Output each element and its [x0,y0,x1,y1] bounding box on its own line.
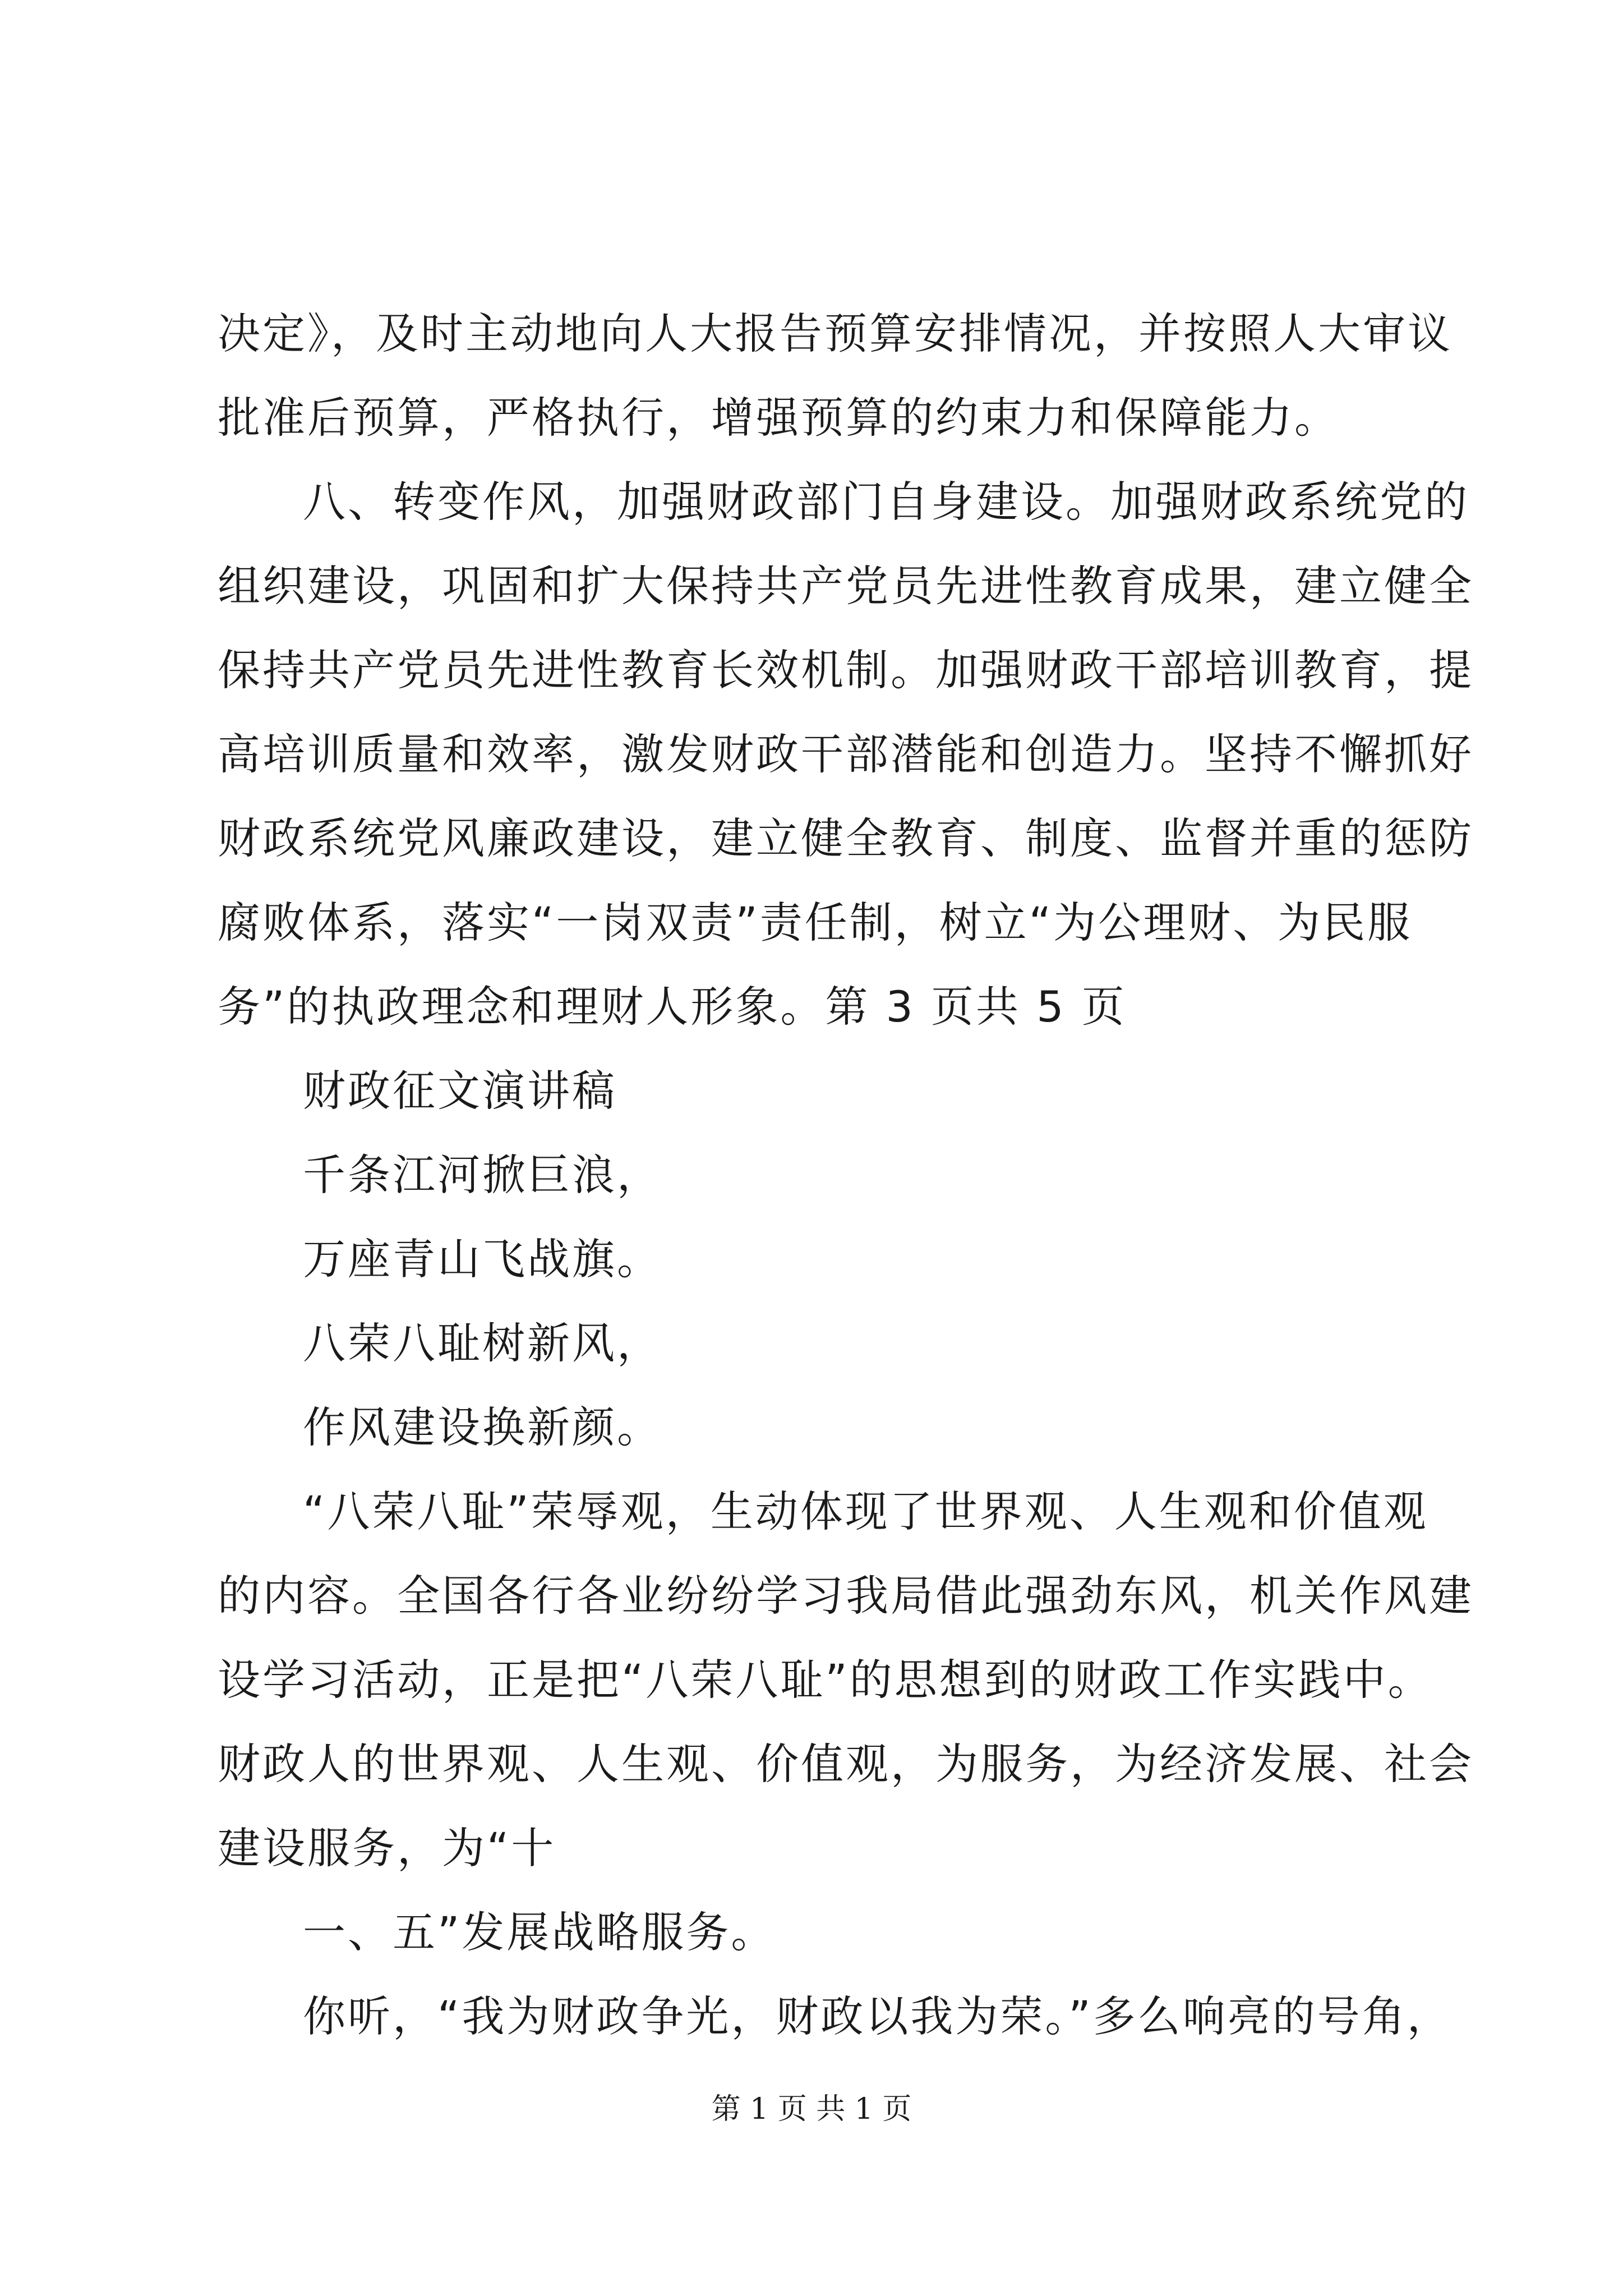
text-line: “八荣八耻”荣辱观，生动体现了世界观、人生观和价值观 [303,1487,1428,1536]
text-line: 八、转变作风，加强财政部门自身建设。加强财政系统党的 [303,477,1469,527]
text-line: 八荣八耻树新风， [303,1318,662,1368]
page-footer [0,2087,1623,2132]
document-body [218,292,1474,2059]
text-line: 财政征文演讲稿 [303,1066,617,1116]
text-line: 务”的执政理念和理财人形象。第 3 页共 5 页 [218,982,1127,1032]
text-line: 万座青山飞战旗。 [303,1234,662,1284]
text-line: 的内容。全国各行各业纷纷学习我局借此强劲东风，机关作风建 [218,1571,1474,1621]
text-line: 设学习活动，正是把“八荣八耻”的思想到的财政工作实践中。 [218,1655,1433,1705]
text-line: 腐败体系，落实“一岗双责”责任制，树立“为公理财、为民服 [218,898,1413,947]
text-line: 组织建设，巩固和扩大保持共产党员先进性教育成果，建立健全 [218,561,1474,611]
text-line: 财政人的世界观、人生观、价值观，为服务，为经济发展、社会 [218,1739,1474,1789]
text-line: 建设服务，为“十 [218,1823,556,1873]
text-line: 批准后预算，严格执行，增强预算的约束力和保障能力。 [218,393,1339,443]
text-line: 保持共产党员先进性教育长效机制。加强财政干部培训教育，提 [218,645,1474,695]
text-line: 一、五”发展战略服务。 [303,1907,776,1957]
page-number-label: 第 1 页 共 1 页 [711,2092,912,2126]
text-line: 千条江河掀巨浪， [303,1150,662,1200]
text-line: 财政系统党风廉政建设，建立健全教育、制度、监督并重的惩防 [218,813,1474,863]
text-line: 作风建设换新颜。 [303,1402,662,1452]
text-line: 你听，“我为财政争光，财政以我为荣。”多么响亮的号角， [303,1991,1452,2041]
text-line: 决定》，及时主动地向人大报告预算安排情况，并按照人大审议 [218,309,1453,358]
text-line: 高培训质量和效率，激发财政干部潜能和创造力。坚持不懈抓好 [218,729,1474,779]
